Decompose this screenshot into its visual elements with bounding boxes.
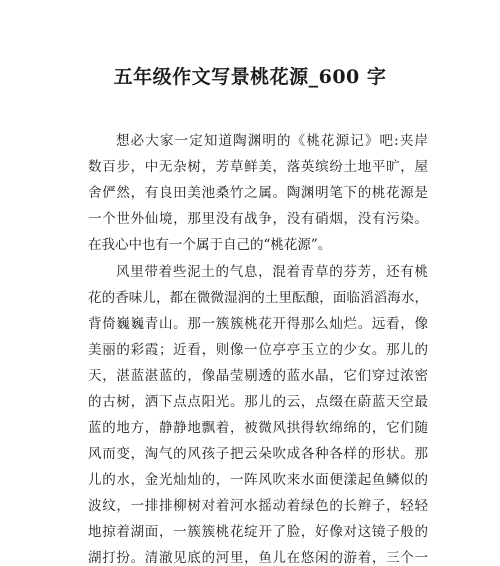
paragraph-2-line-7: 蓝的地方，静静地飘着，被微风拱得软绵绵的，它们随: [88, 420, 428, 436]
paragraph-1-line-5: 在我心中也有一个属于自己的“桃花源”。: [88, 237, 332, 253]
paragraph-2-line-8: 风而变，淘气的风孩子把云朵吹成各种各样的形状。那: [88, 446, 428, 462]
paragraph-2-line-10: 波纹，一排排柳树对着河水摇动着绿色的长辫子，轻轻: [88, 498, 428, 514]
paragraph-2-line-1: 风里带着些泥土的气息，混着青草的芬芳，还有桃: [116, 264, 428, 280]
paragraph-1-line-3: 舍俨然，有良田美池桑竹之属。陶渊明笔下的桃花源是: [88, 185, 428, 201]
paragraph-1-line-2: 数百步，中无杂树，芳草鲜美，落英缤纷土地平旷，屋: [88, 159, 428, 175]
document-title: 五年级作文写景桃花源_600 字: [113, 66, 387, 88]
paragraph-2-line-5: 天，湛蓝湛蓝的，像晶莹剔透的蓝水晶，它们穿过浓密: [88, 368, 428, 384]
paragraph-1-line-4: 一个世外仙境，那里没有战争，没有硝烟，没有污染。: [88, 211, 428, 227]
paragraph-2-line-9: 儿的水，金光灿灿的，一阵风吹来水面便漾起鱼鳞似的: [88, 472, 428, 488]
paragraph-2-line-11: 地掠着湖面，一簇簇桃花绽开了脸，好像对这镜子般的: [88, 524, 428, 540]
paragraph-2-line-2: 花的香味儿，都在微微湿润的土里酝酿，面临滔滔海水，: [88, 290, 428, 306]
paragraph-2-line-12: 湖打扮。清澈见底的河里，鱼儿在悠闲的游着，三个一: [88, 550, 428, 566]
paragraph-2-line-3: 背倚巍巍青山。那一簇簇桃花开得那么灿烂。远看，像: [88, 316, 428, 332]
paragraph-2-line-4: 美丽的彩霞；近看，则像一位亭亭玉立的少女。那儿的: [88, 342, 428, 358]
paragraph-2-line-6: 的古树，洒下点点阳光。那儿的云，点缀在蔚蓝天空最: [88, 394, 428, 410]
paragraph-1-line-1: 想必大家一定知道陶渊明的《桃花源记》吧:夹岸: [116, 133, 428, 149]
